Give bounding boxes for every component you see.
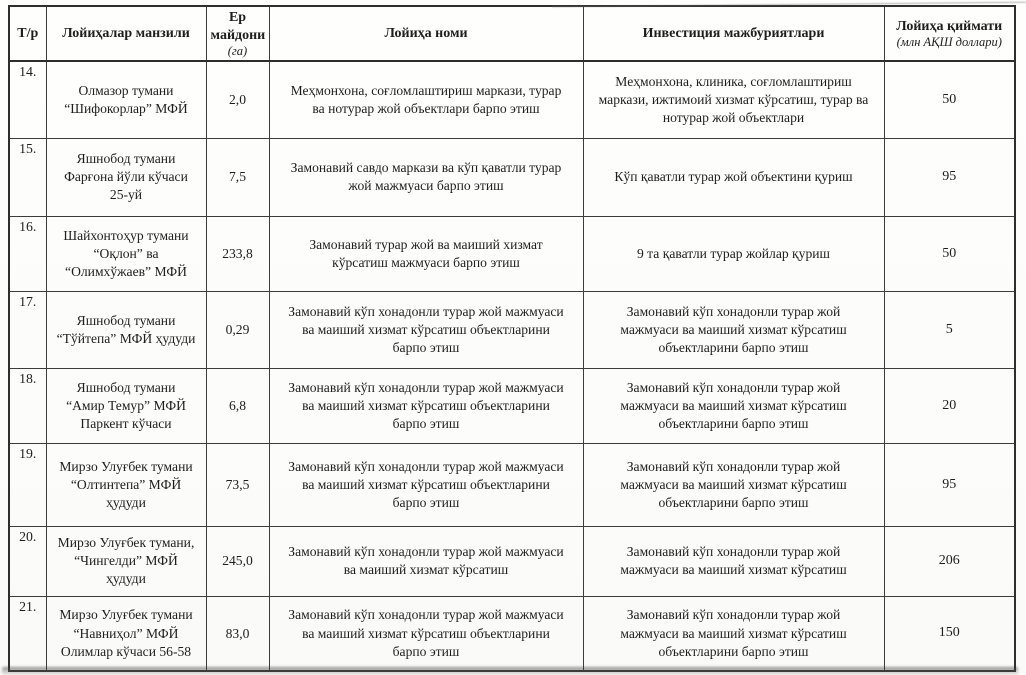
cell-area: 83,0 [206,596,269,671]
table-header-row [9,6,1015,61]
cell-project-value: 95 [884,138,1015,216]
cell-area: 6,8 [206,368,269,443]
table-row [9,138,1015,216]
header-area [206,6,269,61]
cell-project-name: Замонавий савдо маркази ва кўп қаватли турар жой мажмуаси барпо этиш [269,138,583,216]
cell-row-number: 21. [9,596,46,671]
header-value-unit: (млн АҚШ доллари) [896,35,1002,50]
cell-row-number: 19. [9,443,46,526]
cell-project-value: 20 [884,368,1015,443]
cell-area: 7,5 [206,138,269,216]
table-row [9,596,1015,671]
cell-area: 2,0 [206,61,269,138]
cell-investment: Меҳмонхона, клиника, соғломлаштириш маркази, ижтимоий хизмат кўрсатиш, турар ва нотурар жой объектлари [583,61,884,138]
cell-project-name: Замонавий кўп хонадонли турар жой мажмуаси ва маиший хизмат кўрсатиш объектларини барпо этиш [269,291,583,368]
cell-investment: Замонавий кўп хонадонли турар жой мажмуаси ва маиший хизмат кўрсатиш [583,526,884,596]
table-row [9,368,1015,443]
header-value-label: Лойиҳа қиймати [896,18,1003,34]
header-num-label: Т/р [17,25,39,41]
cell-address: Олмазор тумани “Шифокорлар” МФЙ [46,61,206,138]
projects-table [8,5,1016,672]
header-investment-label: Инвестиция мажбуриятлари [642,25,825,41]
cell-project-name: Замонавий кўп хонадонли турар жой мажмуаси ва маиший хизмат кўрсатиш объектларини барпо этиш [269,443,583,526]
cell-project-name: Замонавий кўп хонадонли турар жой мажмуаси ва маиший хизмат кўрсатиш [269,526,583,596]
cell-project-value: 206 [884,526,1015,596]
cell-row-number: 20. [9,526,46,596]
cell-row-number: 16. [9,216,46,291]
header-investment [583,6,884,61]
cell-address: Яшнобод тумани “Тўйтепа” МФЙ ҳудуди [46,291,206,368]
cell-project-value: 50 [884,61,1015,138]
cell-project-value: 95 [884,443,1015,526]
cell-project-value: 150 [884,596,1015,671]
cell-row-number: 15. [9,138,46,216]
cell-project-value: 50 [884,216,1015,291]
cell-row-number: 14. [9,61,46,138]
cell-address: Яшнобод тумани “Амир Темур” МФЙ Паркент кўчаси [46,368,206,443]
cell-area: 245,0 [206,526,269,596]
table-row [9,443,1015,526]
cell-row-number: 18. [9,368,46,443]
table-row [9,216,1015,291]
cell-project-name: Замонавий кўп хонадонли турар жой мажмуаси ва маиший хизмат кўрсатиш объектларини барпо этиш [269,368,583,443]
cell-project-name: Замонавий турар жой ва маиший хизмат кўрсатиш мажмуаси барпо этиш [269,216,583,291]
header-area-label: Ер майдони [210,10,266,43]
cell-address: Мирзо Улуғбек тумани “Олтинтепа” МФЙ ҳудуди [46,443,206,526]
cell-row-number: 17. [9,291,46,368]
header-value [884,6,1015,61]
cell-investment: Замонавий кўп хонадонли турар жой мажмуаси ва маиший хизмат кўрсатиш объектларини барпо этиш [583,291,884,368]
cell-area: 0,29 [206,291,269,368]
cell-project-value: 5 [884,291,1015,368]
header-address-label: Лойиҳалар манзили [62,25,190,41]
header-name-label: Лойиҳа номи [384,25,468,41]
table-row [9,526,1015,596]
header-num [9,6,46,61]
cell-area: 73,5 [206,443,269,526]
cell-address: Яшнобод тумани Фарғона йўли кўчаси 25-уй [46,138,206,216]
cell-address: Мирзо Улуғбек тумани, “Чингелди” МФЙ ҳудуди [46,526,206,596]
cell-project-name: Замонавий кўп хонадонли турар жой мажмуаси ва маиший хизмат кўрсатиш объектларини барпо этиш [269,596,583,671]
scan-artifact-bottom-shadow [2,667,1018,675]
table-row [9,61,1015,138]
cell-project-name: Меҳмонхона, соғломлаштириш маркази, турар ва нотурар жой объектлари барпо этиш [269,61,583,138]
cell-address: Мирзо Улуғбек тумани “Навниҳол” МФЙ Олимлар кўчаси 56-58 [46,596,206,671]
cell-investment: Кўп қаватли турар жой объектини қуриш [583,138,884,216]
cell-investment: Замонавий кўп хонадонли турар жой мажмуаси ва маиший хизмат кўрсатиш объектларини барпо этиш [583,368,884,443]
cell-investment: 9 та қаватли турар жойлар қуриш [583,216,884,291]
cell-area: 233,8 [206,216,269,291]
header-address [46,6,206,61]
table-row [9,291,1015,368]
header-name [269,6,583,61]
cell-investment: Замонавий кўп хонадонли турар жой мажмуаси ва маиший хизмат кўрсатиш объектларини барпо этиш [583,596,884,671]
cell-address: Шайхонтоҳур тумани “Оқлон” ва “Олимхўжаев” МФЙ [46,216,206,291]
cell-investment: Замонавий кўп хонадонли турар жой мажмуаси ва маиший хизмат кўрсатиш объектларини барпо этиш [583,443,884,526]
header-area-unit: (га) [227,44,248,58]
